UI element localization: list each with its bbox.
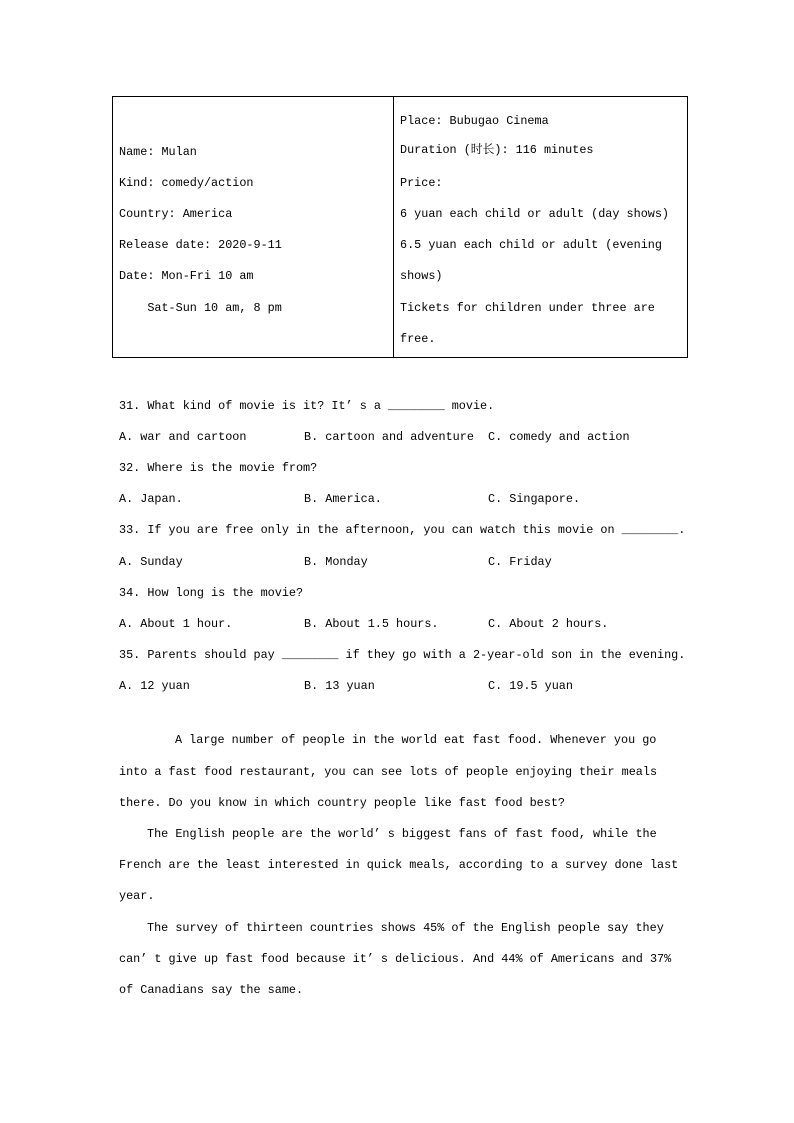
question-31: 31. What kind of movie is it? It’ s a ________ movie.	[119, 399, 495, 413]
passage-line: A large number of people in the world eat fast food. Whenever you go	[175, 733, 657, 747]
question-35: 35. Parents should pay ________ if they go with a 2-year-old son in the evening.	[119, 648, 686, 662]
passage-line: into a fast food restaurant, you can see lots of people enjoying their meals	[119, 765, 658, 779]
info-release-date: Release date: 2020-9-11	[119, 238, 282, 252]
passage-line: The English people are the world’ s biggest fans of fast food, while the	[147, 827, 657, 841]
passage-line: can’ t give up fast food because it’ s delicious. And 44% of Americans and 37%	[119, 952, 672, 966]
info-place: Place: Bubugao Cinema	[400, 114, 549, 128]
option-a: A. About 1 hour.	[119, 617, 233, 631]
passage-line: French are the least interested in quick meals, according to a survey done last	[119, 858, 679, 872]
passage-line: of Canadians say the same.	[119, 983, 304, 997]
info-kind: Kind: comedy/action	[119, 176, 254, 190]
info-free-tickets-cont: free.	[400, 332, 436, 346]
info-country: Country: America	[119, 207, 233, 221]
table-divider	[393, 97, 394, 357]
option-c: C. 19.5 yuan	[488, 679, 573, 693]
info-price-day: 6 yuan each child or adult (day shows)	[400, 207, 670, 221]
option-b: B. cartoon and adventure	[304, 430, 474, 444]
info-price-evening: 6.5 yuan each child or adult (evening	[400, 238, 662, 252]
passage-line: there. Do you know in which country people like fast food best?	[119, 796, 565, 810]
info-price-label: Price:	[400, 176, 443, 190]
question-33: 33. If you are free only in the afternoon, you can watch this movie on ________.	[119, 523, 686, 537]
option-c: C. Friday	[488, 555, 552, 569]
question-32: 32. Where is the movie from?	[119, 461, 318, 475]
option-a: A. 12 yuan	[119, 679, 190, 693]
option-c: C. Singapore.	[488, 492, 581, 506]
option-b: B. About 1.5 hours.	[304, 617, 439, 631]
passage-line: The survey of thirteen countries shows 45% of the English people say they	[147, 921, 664, 935]
option-b: B. America.	[304, 492, 382, 506]
movie-info-table	[112, 96, 688, 358]
passage-line: year.	[119, 889, 155, 903]
option-b: B. 13 yuan	[304, 679, 375, 693]
info-name: Name: Mulan	[119, 145, 197, 159]
info-duration: Duration (时长): 116 minutes	[400, 143, 594, 157]
info-free-tickets: Tickets for children under three are	[400, 301, 655, 315]
option-c: C. About 2 hours.	[488, 617, 609, 631]
option-b: B. Monday	[304, 555, 368, 569]
info-date-weekend: Sat-Sun 10 am, 8 pm	[119, 301, 282, 315]
option-a: A. Japan.	[119, 492, 183, 506]
option-a: A. Sunday	[119, 555, 183, 569]
option-a: A. war and cartoon	[119, 430, 247, 444]
question-34: 34. How long is the movie?	[119, 586, 304, 600]
info-price-evening-cont: shows)	[400, 269, 443, 283]
option-c: C. comedy and action	[488, 430, 630, 444]
info-date: Date: Mon-Fri 10 am	[119, 269, 254, 283]
